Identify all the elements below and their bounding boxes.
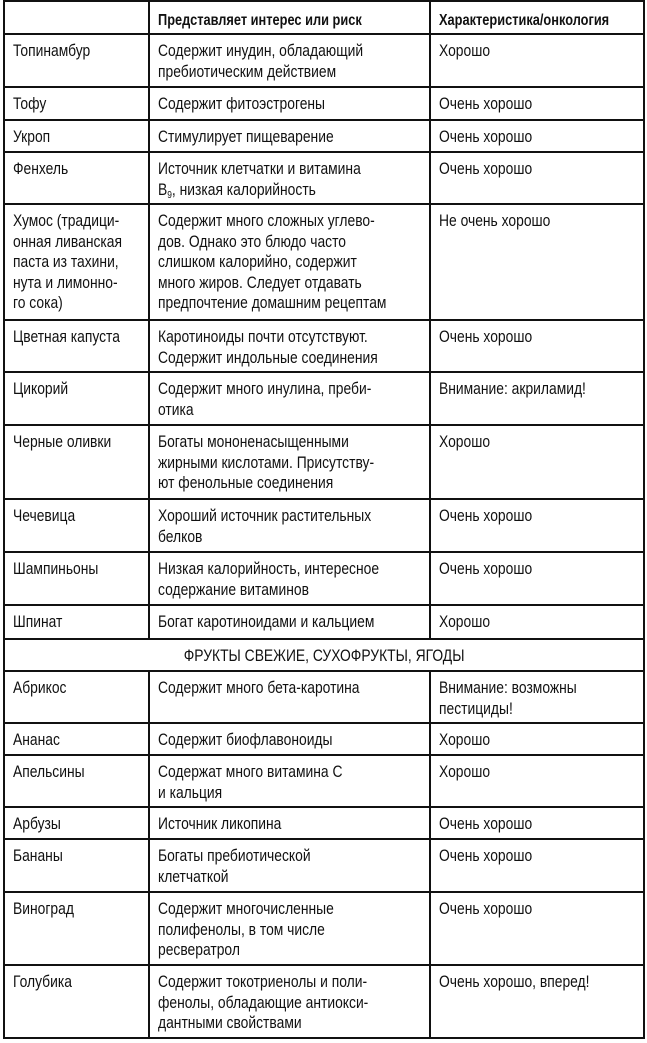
- rating-cell: [429, 966, 645, 1037]
- description-cell-text: [158, 972, 368, 1034]
- rating-cell-text: [439, 762, 490, 783]
- text-line: Содержит индольные соединения: [158, 348, 378, 367]
- food-name-cell: [5, 121, 148, 151]
- description-cell-text: [158, 730, 332, 751]
- text-line: дантными свойствами: [158, 1014, 302, 1032]
- text-line: пребиотическим действием: [158, 62, 337, 81]
- table-row: [3, 553, 645, 606]
- text-line: ют фенольные соединения: [158, 474, 334, 492]
- text-line: предпочтение домашним рецептам: [158, 294, 387, 312]
- food-name-cell: [5, 153, 148, 203]
- rating-cell: [429, 35, 645, 86]
- text-line: жирными кислотами. Присутству-: [158, 453, 375, 472]
- text-line: Содержит много бета-каротина: [158, 679, 360, 697]
- header-label: Представляет интерес или риск: [158, 12, 362, 29]
- text-line: Очень хорошо: [439, 507, 533, 525]
- description-cell: [148, 724, 429, 754]
- rating-cell-text: [439, 678, 577, 719]
- text-line: Богаты мононенасыщенными: [158, 433, 349, 451]
- table-row: [3, 756, 645, 808]
- rating-cell: [429, 426, 645, 498]
- table-row: [3, 606, 645, 640]
- rating-cell: [429, 672, 645, 722]
- text-line: $B_9$, низкая калорийность: [158, 180, 316, 201]
- rating-cell-text: [439, 41, 490, 62]
- food-name-cell: [5, 808, 148, 838]
- text-line: Внимание: акриламид!: [439, 380, 586, 398]
- description-cell-text: [158, 762, 342, 803]
- table-row: [3, 500, 645, 553]
- table-row: [3, 893, 645, 966]
- header-cell-col1: [5, 2, 148, 33]
- text-line: нута и лимонно-: [13, 273, 118, 292]
- description-cell: [148, 500, 429, 551]
- rating-cell-text: [439, 94, 532, 115]
- text-line: Шпинат: [13, 613, 63, 631]
- table-row: [3, 724, 645, 756]
- text-line: Содержит биофлавоноиды: [158, 731, 333, 749]
- text-line: Абрикос: [13, 679, 67, 697]
- table-row: [3, 153, 645, 205]
- food-name-cell-text: [13, 612, 62, 633]
- text-line: Очень хорошо: [439, 815, 533, 833]
- food-name-cell: [5, 606, 148, 638]
- text-line: Топинамбур: [13, 42, 91, 60]
- header-cell-col3: [429, 2, 645, 33]
- rating-cell: [429, 756, 645, 806]
- food-name-cell-text: [13, 730, 60, 751]
- food-name-cell-text: [13, 94, 46, 115]
- text-line: фенолы, обладающие антиокси-: [158, 993, 369, 1012]
- food-name-cell: [5, 426, 148, 498]
- description-cell-text: [158, 94, 325, 115]
- rating-cell-text: [439, 814, 532, 835]
- text-line: Цветная капуста: [13, 328, 120, 346]
- text-line: Тофу: [13, 95, 47, 113]
- rating-cell-text: [439, 899, 532, 920]
- text-line: и кальция: [158, 783, 223, 802]
- text-line: Хорошо: [439, 433, 491, 451]
- rating-cell: [429, 373, 645, 424]
- food-name-cell: [5, 893, 148, 964]
- table-row: [3, 373, 645, 426]
- table-row: [3, 672, 645, 724]
- text-line: Внимание: возможны: [439, 679, 577, 697]
- description-cell: [148, 606, 429, 638]
- table-row: [3, 35, 645, 88]
- text-line: Очень хорошо: [439, 900, 533, 918]
- text-line: белков: [158, 527, 203, 546]
- description-cell: [148, 426, 429, 498]
- food-name-cell: [5, 373, 148, 424]
- header-row: [3, 0, 645, 35]
- text-line: Хорошо: [439, 731, 491, 749]
- text-line: Богат каротиноидами и кальцием: [158, 613, 375, 631]
- text-line: Цикорий: [13, 380, 69, 398]
- description-cell: [148, 35, 429, 86]
- description-cell-text: [158, 814, 281, 835]
- text-line: Содержит токотриенолы и поли-: [158, 973, 368, 991]
- description-cell: [148, 373, 429, 424]
- text-line: пестициды!: [439, 699, 513, 718]
- food-name-cell-text: [13, 432, 111, 453]
- text-line: Источник клетчатки и витамина: [158, 160, 361, 178]
- description-cell-text: [158, 612, 374, 633]
- rating-cell-text: [439, 612, 490, 633]
- rating-cell: [429, 808, 645, 838]
- description-cell-text: [158, 211, 386, 314]
- rating-cell: [429, 153, 645, 203]
- rating-cell: [429, 205, 645, 319]
- text-line: Чечевица: [13, 507, 76, 525]
- text-line: Очень хорошо: [439, 847, 533, 865]
- table-row: [3, 121, 645, 153]
- description-cell-text: [158, 506, 371, 547]
- description-cell-text: [158, 846, 311, 887]
- food-name-cell-text: [13, 814, 61, 835]
- description-cell: [148, 553, 429, 604]
- food-name-cell-text: [13, 159, 68, 180]
- text-line: Укроп: [13, 128, 51, 146]
- description-cell: [148, 153, 429, 203]
- text-line: го сока): [13, 294, 63, 312]
- text-line: Содержит много сложных углево-: [158, 212, 375, 230]
- text-line: онная ливанская: [13, 232, 123, 251]
- rating-cell-text: [439, 159, 532, 180]
- text-line: Хумос (традици-: [13, 212, 120, 230]
- text-line: отика: [158, 400, 194, 419]
- rating-cell: [429, 121, 645, 151]
- section-label: [5, 646, 643, 667]
- text-line: Черные оливки: [13, 433, 112, 451]
- rating-cell-text: [439, 730, 490, 751]
- description-cell: [148, 893, 429, 964]
- table-row: [3, 840, 645, 893]
- text-line: Очень хорошо: [439, 160, 533, 178]
- food-name-cell-text: [13, 506, 75, 527]
- food-name-cell: [5, 756, 148, 806]
- text-line: Голубика: [13, 973, 72, 991]
- description-cell: [148, 88, 429, 119]
- text-line: полифенолы, в том числе: [158, 920, 325, 939]
- rating-cell-text: [439, 972, 589, 993]
- description-cell-text: [158, 432, 374, 494]
- rating-cell: [429, 553, 645, 604]
- text-line: Не очень хорошо: [439, 212, 551, 230]
- header-cell-col2: [148, 2, 429, 33]
- rating-cell-text: [439, 379, 586, 400]
- description-cell: [148, 756, 429, 806]
- food-name-cell-text: [13, 41, 90, 62]
- rating-cell: [429, 88, 645, 119]
- rating-cell-text: [439, 846, 532, 867]
- rating-cell: [429, 606, 645, 638]
- description-cell: [148, 966, 429, 1037]
- text-line: Хорошо: [439, 613, 491, 631]
- food-name-cell: [5, 321, 148, 371]
- table-row: [3, 321, 645, 373]
- table-row: [3, 808, 645, 840]
- rating-cell-text: [439, 506, 532, 527]
- text-line: Очень хорошо, вперед!: [439, 973, 590, 991]
- description-cell-text: [158, 41, 363, 82]
- food-name-cell: [5, 205, 148, 319]
- food-name-cell: [5, 35, 148, 86]
- food-name-cell-text: [13, 972, 72, 993]
- food-name-cell-text: [13, 899, 74, 920]
- table-row: [3, 426, 645, 500]
- section-label-text: ФРУКТЫ СВЕЖИЕ, СУХОФРУКТЫ, ЯГОДЫ: [183, 647, 465, 665]
- rating-cell-text: [439, 432, 490, 453]
- description-cell-text: [158, 678, 360, 699]
- text-line: много жиров. Следует отдавать: [158, 273, 362, 292]
- food-name-cell: [5, 724, 148, 754]
- text-line: Содержат много витамина С: [158, 763, 343, 781]
- text-line: Виноград: [13, 900, 74, 918]
- text-line: Очень хорошо: [439, 128, 533, 146]
- food-name-cell-text: [13, 327, 120, 348]
- description-cell-text: [158, 127, 334, 148]
- text-line: Богаты пребиотической: [158, 847, 311, 865]
- text-line: Каротиноиды почти отсутствуют.: [158, 328, 368, 346]
- rating-cell-text: [439, 559, 532, 580]
- description-cell: [148, 121, 429, 151]
- rating-cell: [429, 500, 645, 551]
- food-name-cell: [5, 553, 148, 604]
- text-line: паста из тахини,: [13, 253, 119, 271]
- text-line: слишком калорийно, содержит: [158, 253, 357, 271]
- description-cell: [148, 840, 429, 891]
- header-label: Характеристика/онкология: [439, 12, 610, 29]
- text-line: Шампиньоны: [13, 560, 99, 578]
- food-name-cell-text: [13, 846, 63, 867]
- food-name-cell-text: [13, 678, 66, 699]
- food-name-cell-text: [13, 762, 85, 783]
- section-row: [3, 640, 645, 672]
- rating-cell-text: [439, 327, 532, 348]
- text-line: Стимулирует пищеварение: [158, 128, 334, 146]
- rating-cell: [429, 893, 645, 964]
- description-cell-text: [158, 559, 379, 600]
- description-cell: [148, 672, 429, 722]
- food-name-cell-text: [13, 127, 50, 148]
- food-name-cell: [5, 672, 148, 722]
- text-line: Хорошо: [439, 763, 491, 781]
- text-line: ресвератрол: [158, 941, 240, 959]
- table-row: [3, 966, 645, 1039]
- text-line: Арбузы: [13, 815, 61, 833]
- food-name-cell: [5, 840, 148, 891]
- text-line: Очень хорошо: [439, 560, 533, 578]
- rating-cell-text: [439, 127, 532, 148]
- description-cell-text: [158, 327, 378, 368]
- text-line: Хороший источник растительных: [158, 507, 372, 525]
- description-cell-text: [158, 379, 371, 420]
- text-line: Источник ликопина: [158, 815, 282, 833]
- text-line: Апельсины: [13, 763, 85, 781]
- food-name-cell: [5, 500, 148, 551]
- rating-cell: [429, 840, 645, 891]
- rating-cell-text: [439, 211, 550, 232]
- text-line: Ананас: [13, 731, 60, 749]
- table-row: [3, 88, 645, 121]
- text-line: Содержит много инулина, преби-: [158, 380, 372, 398]
- subscript: 9: [167, 189, 172, 201]
- text-line: клетчаткой: [158, 867, 229, 886]
- text-line: Очень хорошо: [439, 328, 533, 346]
- rating-cell: [429, 321, 645, 371]
- description-cell: [148, 808, 429, 838]
- description-cell: [148, 321, 429, 371]
- rating-cell: [429, 724, 645, 754]
- text-line: Содержит многочисленные: [158, 900, 334, 918]
- text-line: Очень хорошо: [439, 95, 533, 113]
- food-name-cell-text: [13, 559, 98, 580]
- food-name-cell-text: [13, 379, 68, 400]
- description-cell-text: [158, 899, 334, 961]
- text-line: содержание витаминов: [158, 580, 309, 599]
- text-line: Бананы: [13, 847, 63, 865]
- text-line: Содержит фитоэстрогены: [158, 95, 326, 113]
- text-line: Низкая калорийность, интересное: [158, 560, 380, 578]
- text-line: Фенхель: [13, 160, 69, 178]
- table-row: [3, 205, 645, 321]
- text-line: Хорошо: [439, 42, 491, 60]
- description-cell: [148, 205, 429, 319]
- text-line: дов. Однако это блюдо часто: [158, 232, 346, 251]
- text-line: Содержит инудин, обладающий: [158, 42, 364, 60]
- food-name-cell: [5, 966, 148, 1037]
- description-cell-text: [158, 159, 361, 200]
- food-name-cell: [5, 88, 148, 119]
- food-name-cell-text: [13, 211, 122, 314]
